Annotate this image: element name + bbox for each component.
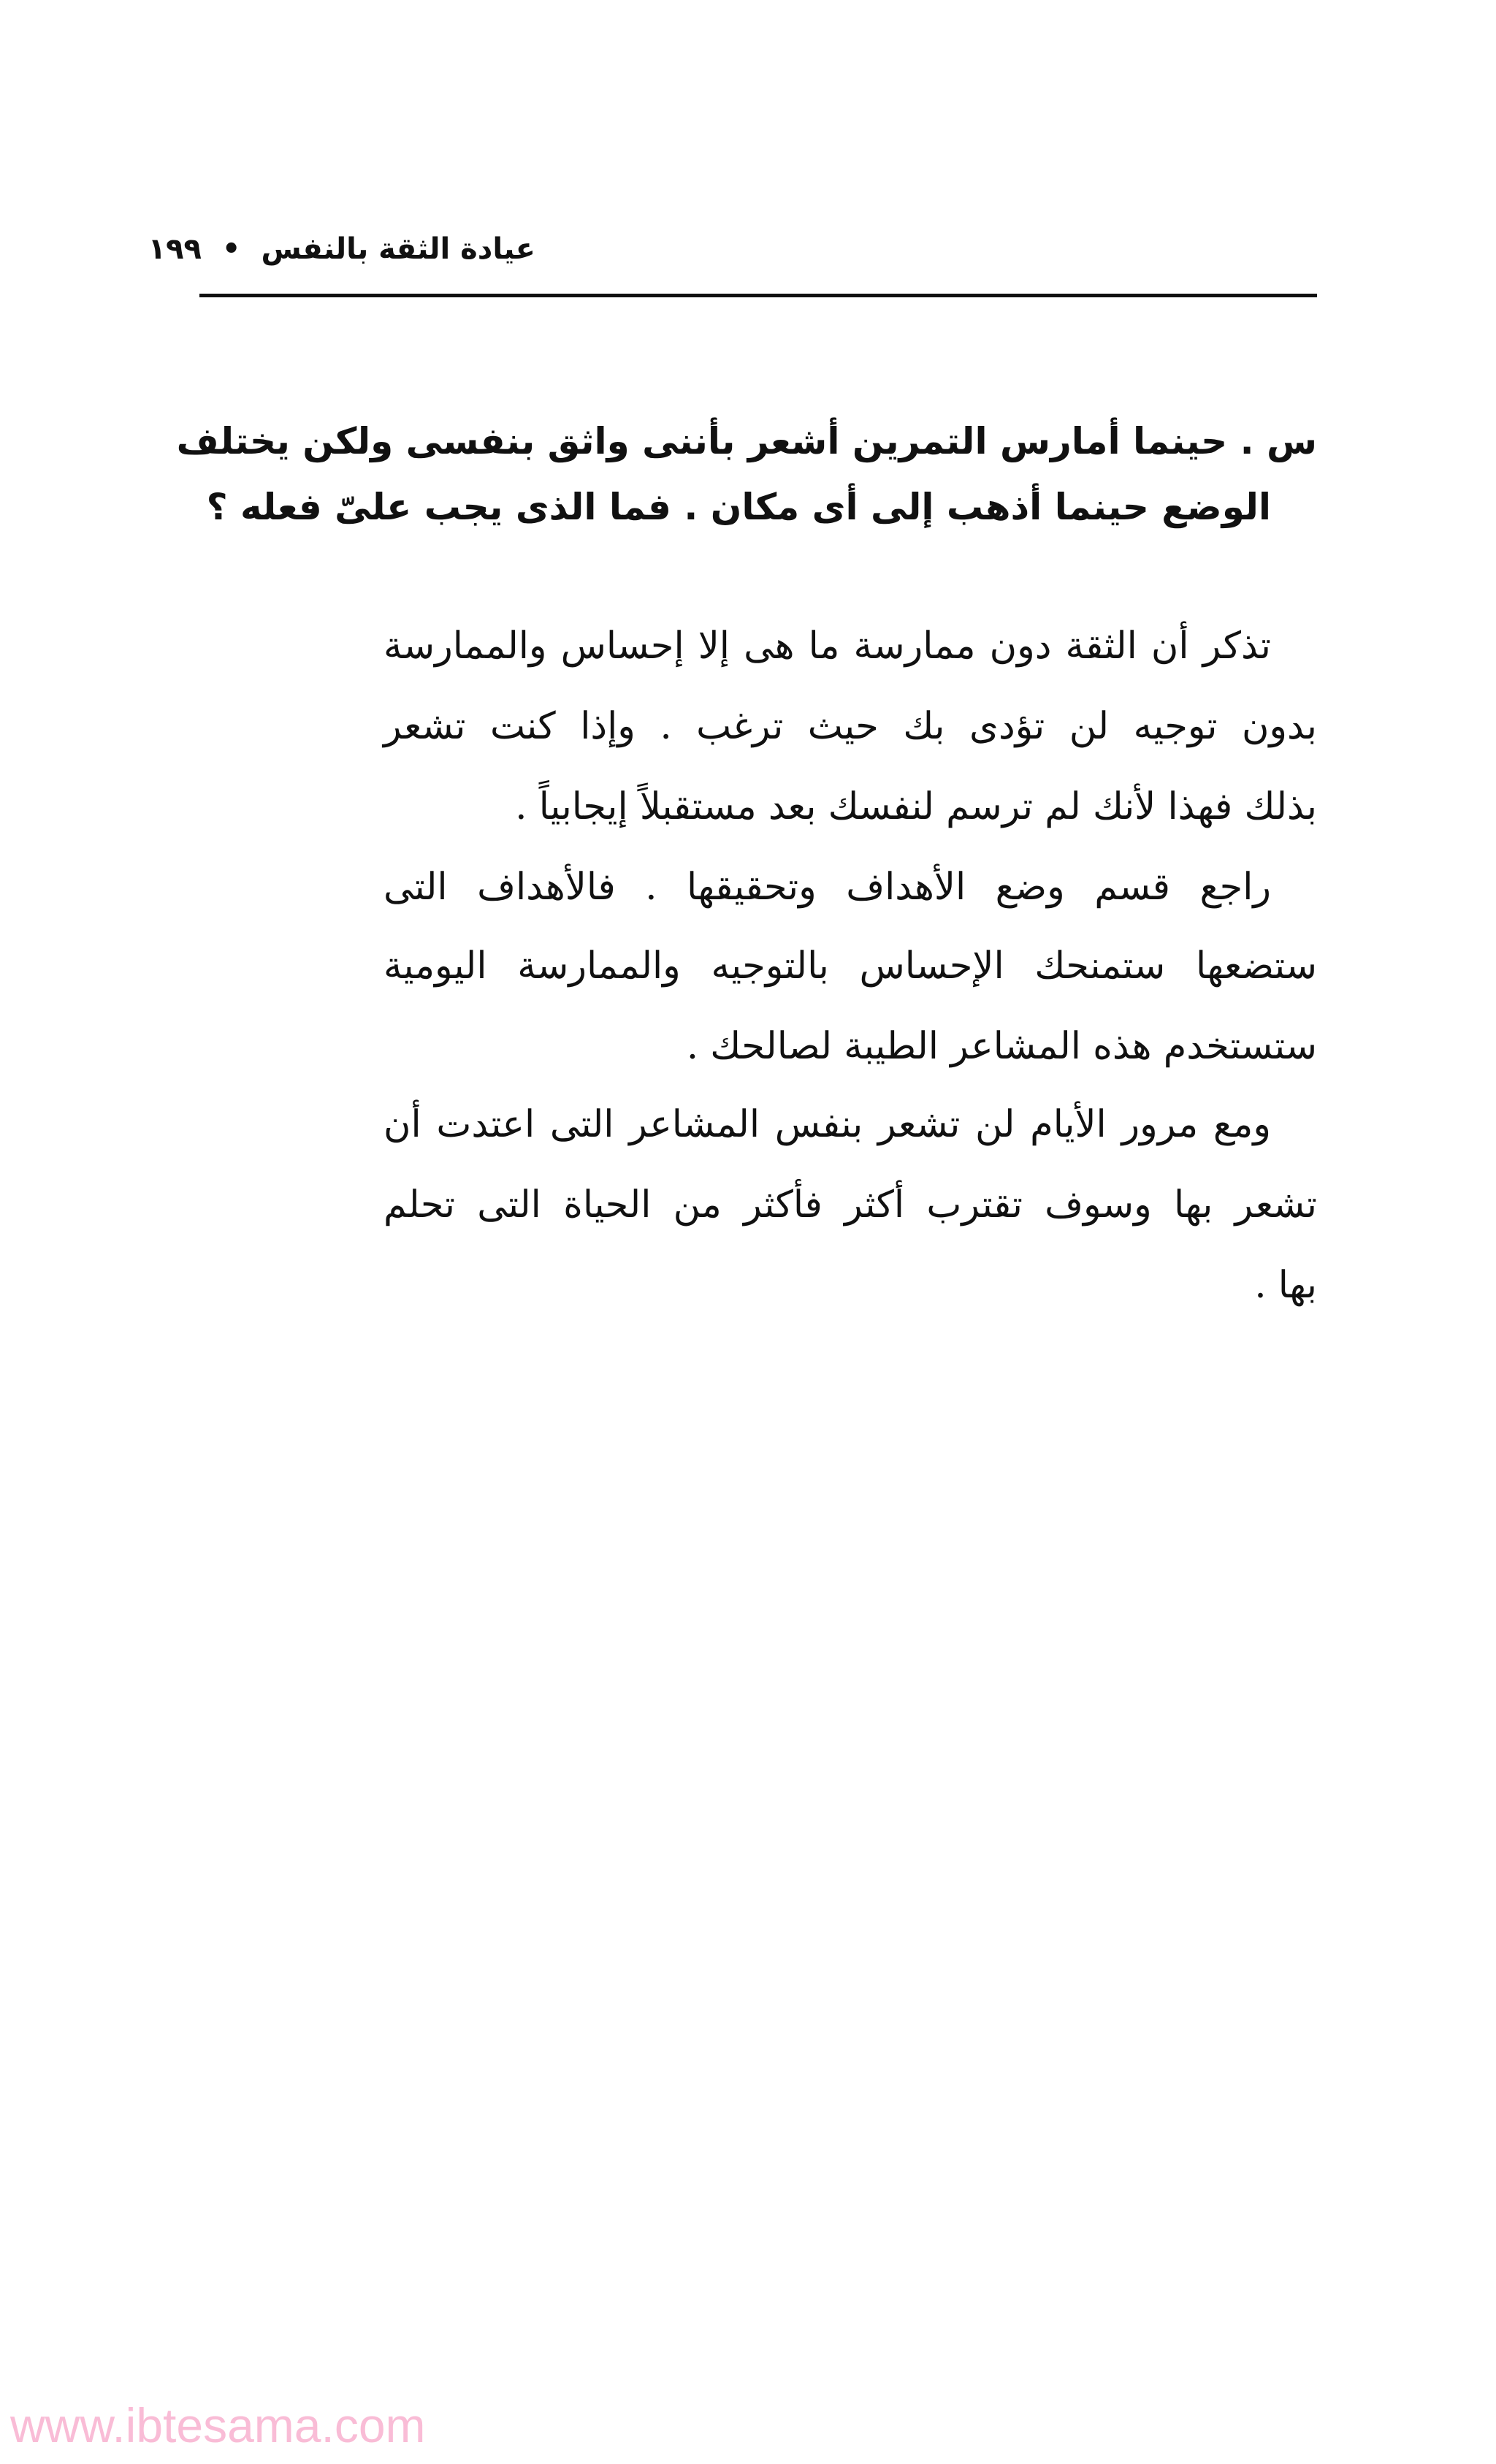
body-line: ستستخدم هذه المشاعر الطيبة لصالحك . (686, 1025, 1317, 1068)
page-number: ١٩٩ (148, 232, 202, 266)
body-line: ومع مرور الأيام لن تشعر بنفس المشاعر التى اعتدت أن (383, 1103, 1271, 1146)
body-line: بذلك فهذا لأنك لم ترسم لنفسك بعد مستقبلاً إيجابياً . (515, 785, 1317, 828)
question-line: الوضع حينما أذهب إلى أى مكان . فما الذى يجب علىّ فعله ؟ (206, 486, 1271, 528)
question-line: س . حينما أمارس التمرين أشعر بأننى واثق بنفسى ولكن يختلف (176, 420, 1317, 462)
body-line: ستضعها ستمنحك الإحساس بالتوجيه والممارسة اليومية (383, 945, 1317, 988)
header-title: عيادة الثقة بالنفس (261, 232, 535, 266)
header-rule (199, 294, 1317, 297)
watermark-link: www.ibtesama.com (10, 2398, 426, 2452)
running-header (148, 232, 535, 266)
header-bullet: • (221, 232, 241, 266)
body-line: راجع قسم وضع الأهداف وتحقيقها . فالأهداف التى (383, 866, 1271, 909)
body-line: تذكر أن الثقة دون ممارسة ما هى إلا إحساس والممارسة (383, 625, 1271, 668)
body-line: بدون توجيه لن تؤدى بك حيث ترغب . وإذا كنت تشعر (383, 705, 1317, 748)
body-line: تشعر بها وسوف تقترب أكثر فأكثر من الحياة التى تحلم (383, 1183, 1317, 1227)
body-line: بها . (1254, 1264, 1317, 1307)
